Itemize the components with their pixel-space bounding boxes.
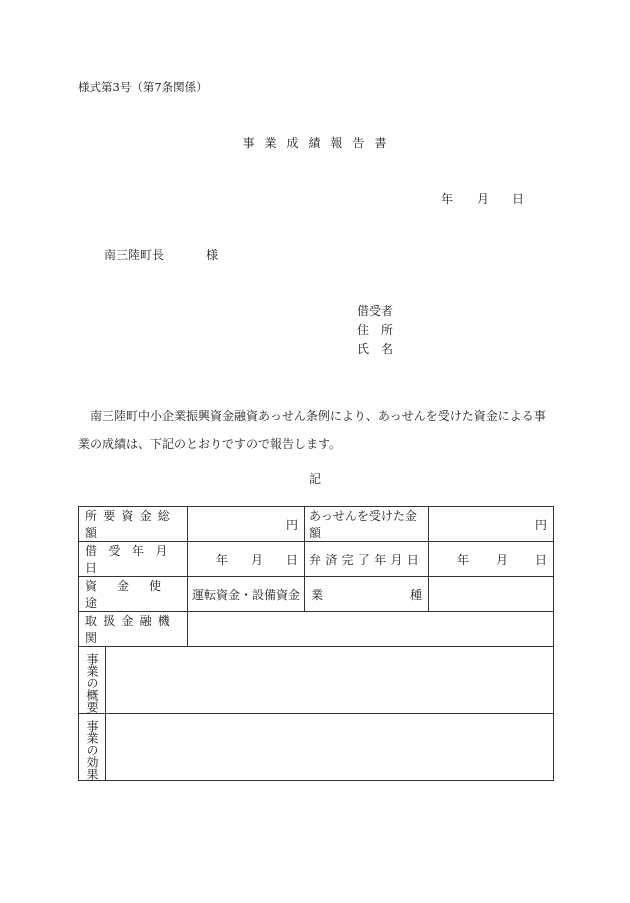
total-funds-field[interactable]: 円 [188,507,305,542]
table-row [79,647,554,714]
business-type-label: 業 種 [305,577,429,612]
repaid-date-field[interactable]: 年 月 日 [429,542,554,577]
title-char: 書 [374,136,388,150]
table-row [79,542,554,577]
title-char: 告 [352,136,366,150]
title-char: 業 [264,136,278,150]
total-funds-label: 所要資金総額 [79,507,188,542]
title-char: 事 [242,136,256,150]
effect-field[interactable] [106,714,554,781]
institution-field[interactable] [188,612,554,647]
addressee: 南三陸町長 [104,248,165,262]
borrowed-date-label: 借受年月日 [79,542,188,577]
title-char: 報 [330,136,344,150]
borrower-label: 借受者 [357,304,394,318]
ki-heading: 記 [308,472,321,486]
summary-field[interactable] [106,647,554,714]
table-row [79,612,554,647]
title-char: 成 [286,136,300,150]
mediated-amount-label: あっせんを受けた金額 [305,507,429,542]
usage-label: 資金使途 [79,577,188,612]
date-month: 月 [477,192,490,206]
table-row [79,577,554,612]
summary-label: 事業の概要 [79,647,106,714]
institution-label: 取扱金融機関 [79,612,188,647]
title-char: 績 [308,136,322,150]
borrowed-date-field[interactable]: 年 月 日 [188,542,305,577]
date-year: 年 [441,192,454,206]
name-label: 氏 名 [357,342,394,356]
table-row [79,714,554,781]
document-title [0,137,630,149]
date-day: 日 [512,192,525,206]
report-statement: 南三陸町中小企業振興資金融資あっせん条例により、あっせんを受けた資金による事業の成績は、下記のとおりですので報告します。 [78,409,546,451]
repaid-date-label: 弁済完了年月日 [305,542,429,577]
table-row [79,507,554,542]
form-number: 様式第3号（第7条関係） [78,80,208,94]
effect-label: 事業の効果 [79,714,106,781]
honorific: 様 [206,248,219,262]
mediated-amount-field[interactable]: 円 [429,507,554,542]
address-label: 住 所 [357,323,394,337]
business-type-field[interactable] [429,577,554,612]
usage-value: 運転資金・設備資金 [188,577,305,612]
report-table [78,506,554,781]
